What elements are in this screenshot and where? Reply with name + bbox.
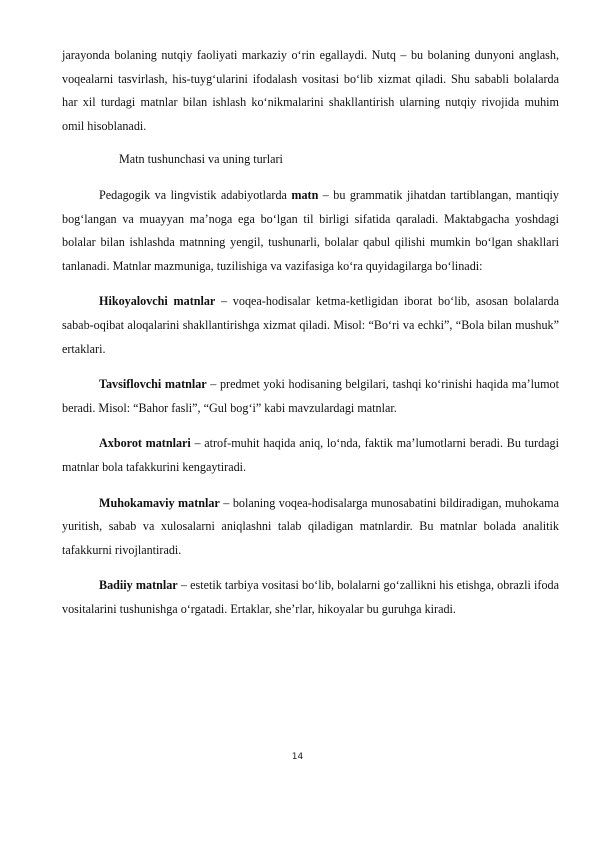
text-type-description: – estetik tarbiya vositasi bo‘lib, bolalarni go‘zallikni his etishga, obrazli ifoda vositalarini tushunishga o‘rgatadi. Ertaklar, she’rlar, hikoyalar bu guruhga kiradi. [62, 578, 559, 616]
text-type-description: – bolaning voqea-hodisalarga munosabatini bildiradigan, muhokama yuritish, sabab va xulosalarni aniqlashni talab qiladigan matnlardir. Bu matnlar bolada analitik tafakkurni rivojlantiradi. [62, 495, 559, 557]
text-type-term: Tavsiflovchi matnlar [99, 377, 207, 392]
text-type-term: Axborot matnlari [99, 436, 191, 451]
definition-lead: Pedagogik va lingvistik adabiyotlarda [99, 187, 292, 202]
text-type-term: Badiiy matnlar [99, 578, 178, 593]
text-type-term: Muhokamaviy matnlar [99, 495, 220, 510]
text-type-paragraph [62, 492, 559, 563]
section-heading: Matn tushunchasi va uning turlari [119, 152, 283, 167]
text-type-description: – predmet yoki hodisaning belgilari, tashqi ko‘rinishi haqida ma’lumot beradi. Misol: “Bahor fasli”, “Gul bog‘i” kabi mavzulardagi matnlar. [62, 377, 560, 415]
text-type-term: Hikoyalovchi matnlar [99, 294, 216, 309]
text-type-paragraph [62, 373, 559, 420]
text-type-paragraph [62, 432, 559, 479]
text-type-description: – atrof-muhit haqida aniq, lo‘nda, faktik ma’lumotlarni beradi. Bu turdagi matnlar bola tafakkurini kengaytiradi. [62, 436, 559, 474]
definition-paragraph [62, 184, 559, 278]
opening-paragraph: jarayonda bolaning nutqiy faoliyati markaziy o‘rin egallaydi. Nutq – bu bolaning dunyoni anglash, voqealarni tasvirlash, his-tuyg‘ularini ifodalash vositasi bo‘lib xizmat qiladi. Shu sababli bolalarda har xil turdagi matnlar bilan ishlash ko‘nikmalarini shakllantirish ularning nutqiy rivojida muhim omil hisoblanadi. [62, 48, 559, 133]
definition-text: – bu grammatik jihatdan tartiblangan, mantiqiy bog‘langan va muayyan ma’noga ega bo‘lgan til birligi sifatida qaraladi. Maktabgacha yoshdagi bolalar bilan ishlashda matnning yengil, tushunarli, bolalar qabul qilishi mumkin bo‘lgan shakllari tanlanadi. Matnlar mazmuniga, tuzilishiga va vazifasiga ko‘ra quyidagilarga bo‘linadi: [62, 187, 559, 273]
document-page [62, 44, 559, 621]
text-type-paragraph [62, 574, 559, 621]
definition-term: matn [291, 187, 319, 202]
text-type-description: – voqea-hodisalar ketma-ketligidan iborat bo‘lib, asosan bolalarda sabab-oqibat aloqalarini shakllantirishga xizmat qiladi. Misol: “Bo‘ri va echki”, “Bola bilan mushuk” ertaklari. [62, 294, 559, 356]
text-type-paragraph [62, 290, 559, 361]
page-number: 14 [291, 752, 304, 762]
